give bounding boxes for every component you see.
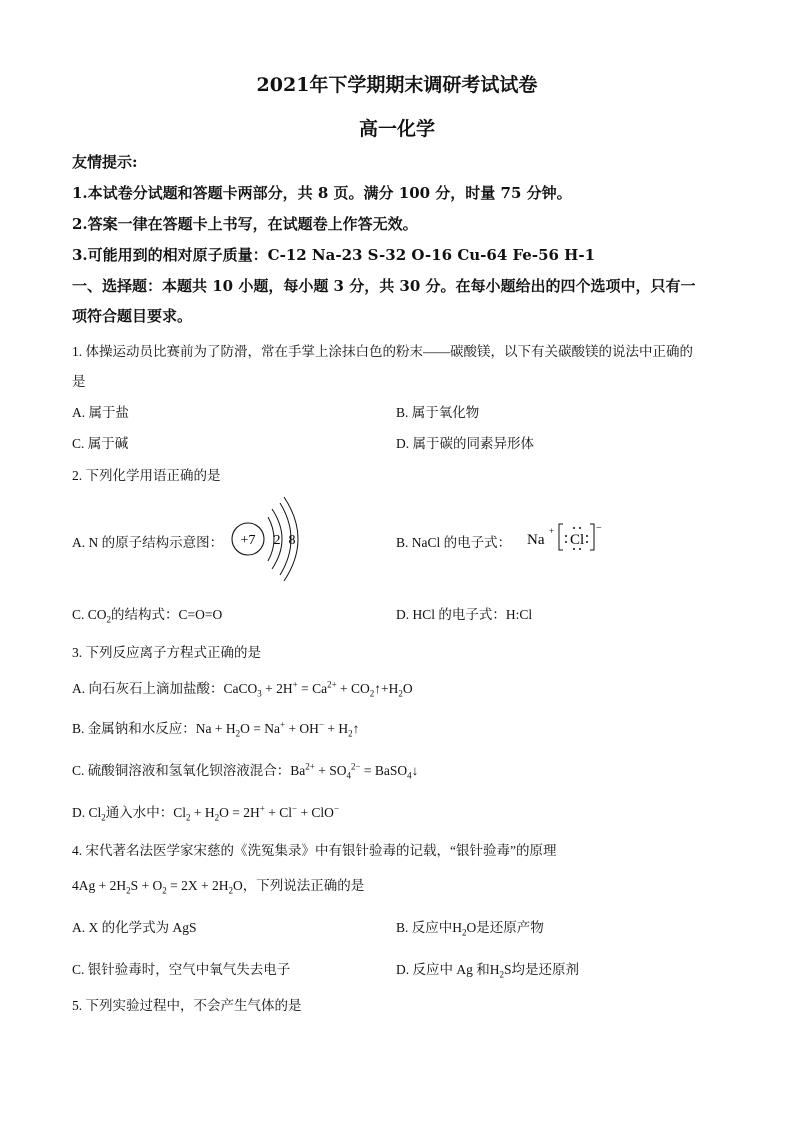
q2-option-b-label: B. NaCl 的电子式： (396, 535, 512, 550)
q2-option-c: C. $CO_2$的结构式：C=O=O (72, 607, 223, 625)
q4-option-a: A. X 的化学式为 AgS (72, 920, 197, 935)
q3-stem: 3. 下列反应离子方程式正确的是 (72, 645, 261, 660)
q3-option-c: C. 硫酸铜溶液和氢氧化钡溶液混合：$Ba^{2+} + SO_4^{2-}$ = BaSO$_4$↓ (72, 761, 419, 781)
na-charge: + (549, 526, 555, 536)
tip-2: 2.答案一律在答题卡上书写，在试题卷上作答无效。 (72, 215, 418, 233)
q2-stem: 2. 下列化学用语正确的是 (72, 468, 221, 483)
q4-option-d: D. 反应中 Ag 和$H_2S$均是还原剂 (396, 962, 580, 980)
q5-stem: 5. 下列实验过程中，不会产生气体的是 (72, 998, 302, 1013)
q1-option-c: C. 属于碱 (72, 436, 129, 451)
nucleus-charge: +7 (240, 533, 256, 548)
q4-stem: 4. 宋代著名法医学家宋慈的《洗冤集录》中有银针验毒的记载，“银针验毒”的原理 (72, 843, 557, 858)
q3-option-b: B. 金属钠和水反应：$Na + H_2O = Na^+ + OH^-$ + $H_2↑$ (72, 719, 360, 739)
q3-option-a: A. 向石灰石上滴加盐酸：CaCO$_3$ + $2H^+ = Ca^{2+}$ + $CO_2↑+H_2O$ (72, 679, 413, 699)
q1-option-a: A. 属于盐 (72, 405, 129, 420)
shell-1-count: 2 (273, 533, 281, 548)
exam-title: 2021年下学期期末调研考试试卷 (256, 74, 538, 96)
cl-charge: − (596, 523, 602, 534)
tips-heading: 友情提示: (72, 153, 138, 171)
right-bracket (590, 524, 594, 550)
cl-anion: Cl (570, 532, 585, 548)
q4-equation: $4Ag + 2H_2S + O_2 = 2X + 2H_2O$，下列说法正确的是 (72, 878, 365, 896)
shell-2-count: 8 (288, 533, 296, 548)
q2-option-d: D. HCl 的电子式：H:Cl (396, 607, 533, 622)
q3-option-d: D. $Cl_2$通入水中：$Cl_2 + H_2O = 2H^+ + Cl^- + ClO^-$ (72, 803, 340, 823)
nacl-electron-formula (525, 520, 615, 554)
q4-option-c: C. 银针验毒时，空气中氧气失去电子 (72, 962, 291, 977)
section-instructions-line1: 一、选择题：本题共 10 小题，每小题 3 分，共 30 分。在每小题给出的四个选项中，只有一 (72, 277, 696, 295)
q1-option-d: D. 属于碳的同素异形体 (396, 436, 534, 451)
q1-option-b: B. 属于氧化物 (396, 405, 480, 420)
q1-stem-line2: 是 (72, 374, 86, 389)
na-cation: Na (527, 532, 545, 548)
tip-1: 1.本试卷分试题和答题卡两部分，共 8 页。满分 100 分，时量 75 分钟。 (72, 184, 572, 202)
exam-subject: 高一化学 (358, 118, 435, 140)
q1-stem-line1: 1. 体操运动员比赛前为了防滑，常在手掌上涂抹白色的粉末——碳酸镁，以下有关碳酸镁的说法中正确的 (72, 344, 693, 359)
atom-structure-diagram (228, 495, 308, 585)
q2-option-a-label: A. N 的原子结构示意图： (72, 535, 224, 550)
tip-3: 3.可能用到的相对原子质量：C-12 Na-23 S-32 O-16 Cu-64 Fe-56 H-1 (72, 246, 596, 264)
q4-option-b: B. 反应中$H_2O$是还原产物 (396, 920, 544, 938)
left-bracket (559, 524, 563, 550)
section-instructions-line2: 项符合题目要求。 (72, 307, 193, 325)
